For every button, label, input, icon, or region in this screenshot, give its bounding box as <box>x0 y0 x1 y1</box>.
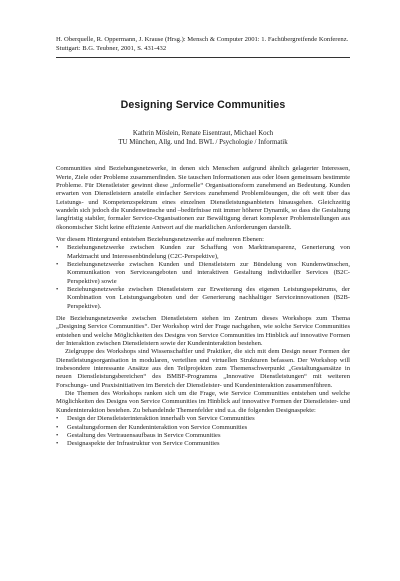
affiliation: TU München, Allg. und Ind. BWL / Psychologie / Informatik <box>118 139 288 147</box>
header-rule <box>56 57 350 58</box>
list-item: • Design der Dienstleisterinteraktion innerhalb von Service Communities <box>56 415 350 423</box>
paragraph-topics: Die Themen des Workshops ranken sich um die Frage, wie Service Communities entstehen und welche Möglichkeiten des Designs von Service Communities im Hinblick auf innovative Formen der Dienstleister- und Kundeninteraktion bestehen. Zu behandelnde Themenfelder sind u.a. die folgenden Designaspekte: <box>56 390 350 414</box>
paragraph-levels-intro: Vor diesem Hintergrund entstehen Beziehungsnetzwerke auf mehreren Ebenen: <box>56 235 264 243</box>
author-list: Kathrin Möslein, Renate Eisentraut, Michael Koch <box>132 130 274 138</box>
list-item: • Beziehungsnetzwerke zwischen Kunden und Dienstleistern zur Bündelung von Kundenwünschen, Kommunikation von Serviceangeboten und interaktiven Gestaltung individueller Services (B2C-Perspektive) sowie <box>56 261 350 286</box>
list-item: • Gestaltungsformen der Kundeninteraktion von Service Communities <box>56 424 350 432</box>
paper-body <box>56 165 350 448</box>
list-item: • Beziehungsnetzwerke zwischen Kunden zur Schaffung von Markttransparenz, Generierung von Marktmacht und Interessenbündelung (C2C-Perspektive), <box>56 244 350 261</box>
list-item: • Designaspekte der Infrastruktur von Service Communities <box>56 440 350 448</box>
levels-list <box>56 244 350 311</box>
topics-list <box>56 415 350 448</box>
paragraph-target-group: Zielgruppe des Workshops sind Wissenschaftler und Praktiker, die sich mit dem Design neuer Formen der Dienstleistungsorganisation in modularen, verteilten und virtuellen Strukturen befassen. Der Workshop will insbesondere interessante Ansätze aus den Teilprojekten zum Themenschwerpunkt „Gestaltungsansätze in neuen Dienstleistungsbereichen“ des BMBF-Programms „Innovative Dienstleistungen“ mit weiteren Forschungs- und Praxisinitiativen im Bereich der Dienstleister- und Kundeninteraktion zusammenführen. <box>56 348 350 389</box>
paper-title: Designing Service Communities <box>120 99 286 112</box>
paragraph-intro: Communities sind Beziehungsnetzwerke, in denen sich Menschen aufgrund ähnlich gelagerter Interessen, Werte, Ziele oder Probleme zusammenfinden. Sie tauschen Informationen aus oder lösen gemeinsam bestimmte Probleme. Für Dienstleister gewinnt diese „informelle“ Organisationsform zunehmend an Bedeutung. Kunden erwarten von Dienstleistern anstelle einfacher Services zunehmend Problemlösungen, die oft weit über das Leistungs- und Kompetenzspektrum eines einzelnen Dienstleistungsanbieters hinausgehen. Gleichzeitig wandeln sich jedoch die Kundenwünsche und –bedürfnisse mit immer höherer Dynamik, so dass die Gestaltung langfristig stabiler, formaler Service-Organisationen zur Bewältigung derart komplexer Problemstellungen aus ökonomischer Sicht keine effiziente Antwort auf die marktlichen Anforderungen darstellt. <box>56 165 350 231</box>
paragraph-workshop-focus: Die Beziehungsnetzwerke zwischen Dienstleistern stehen im Zentrum dieses Workshops zum Thema „Designing Service Communities“. Der Workshop wird der Frage nachgehen, wie solche Service Communities entstehen und welche Möglichkeiten des Designs von Service Communities im Hinblick auf innovative Formen der Interaktion zwischen Dienstleistern sowie der Kundeninteraktion bestehen. <box>56 315 350 348</box>
list-item: • Gestaltung des Vertrauensaufbaus in Service Communities <box>56 432 350 440</box>
list-item: • Beziehungsnetzwerke zwischen Dienstleistern zur Erweiterung des eigenen Leistungsspektrums, der Kombination von Leistungsangeboten und der Generierung nachhaltiger Serviceinnovationen (B2B-Perspektive). <box>56 286 350 311</box>
citation-header: H. Oberquelle, R. Oppermann, J. Krause (Hrsg.): Mensch & Computer 2001: 1. Fachübergreifende Konferenz. Stuttgart: B.G. Teubner, 2001, S. 431-432 <box>56 36 349 52</box>
